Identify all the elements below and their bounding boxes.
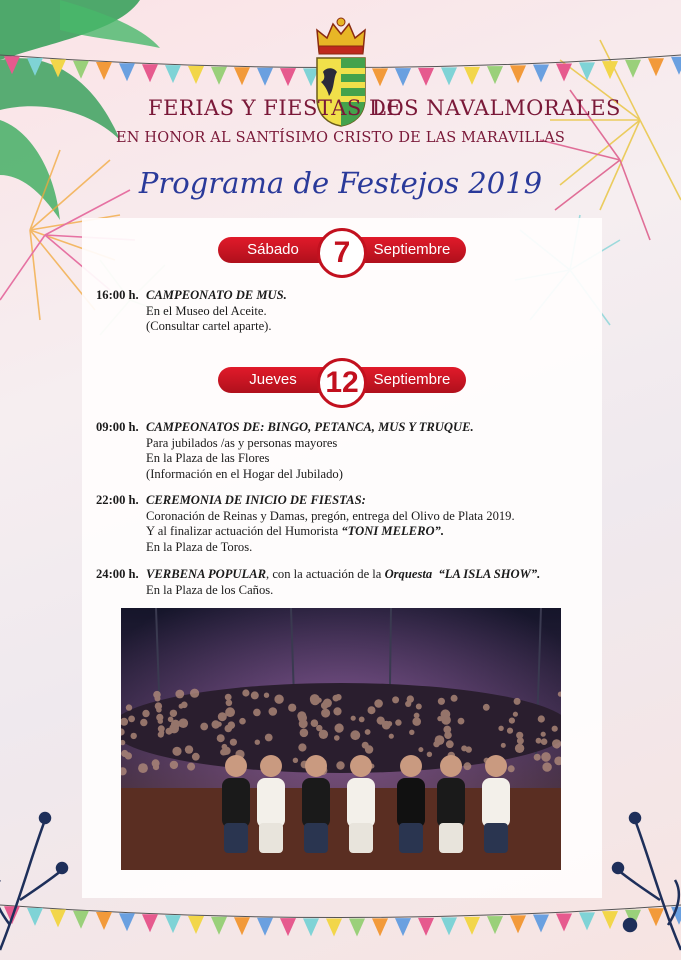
crowd-head xyxy=(168,717,174,723)
crowd-head xyxy=(300,729,309,738)
crowd-head xyxy=(217,722,222,727)
crowd-head xyxy=(142,710,149,717)
bunting-flag xyxy=(487,66,503,84)
crowd-head xyxy=(131,733,137,739)
event-item xyxy=(96,493,576,555)
event-title: CEREMONIA DE INICIO DE FIESTAS: xyxy=(146,493,366,507)
crowd-head xyxy=(264,693,269,698)
bunting-flag xyxy=(579,62,595,80)
bunting-flag xyxy=(418,68,434,86)
band-member xyxy=(302,778,330,828)
bunting-flag xyxy=(73,911,89,929)
crowd-head xyxy=(418,747,423,752)
crowd-head xyxy=(334,735,340,741)
crowd-head xyxy=(187,763,195,771)
band-member-head xyxy=(440,755,462,777)
event-title: CAMPEONATO DE MUS. xyxy=(146,288,287,302)
band-member-legs xyxy=(439,823,463,853)
crowd-head xyxy=(359,717,365,723)
crowd-head xyxy=(218,714,225,721)
crowd-head xyxy=(541,732,546,737)
crowd-head xyxy=(159,730,164,735)
crowd-head xyxy=(181,702,188,709)
crowd-head xyxy=(125,752,132,759)
band-member-head xyxy=(260,755,282,777)
event-line: (Consultar cartel aparte). xyxy=(146,319,272,333)
bunting-flag xyxy=(73,61,89,79)
weekday-label: Sábado xyxy=(218,237,328,263)
crowd-head xyxy=(140,719,147,726)
crowd-head xyxy=(509,718,515,724)
crowd-head xyxy=(153,764,159,770)
crowd-head xyxy=(311,719,319,727)
crowd-head xyxy=(333,695,340,702)
crowd-head xyxy=(515,744,524,753)
date-bar-thursday xyxy=(218,362,468,398)
crowd-head xyxy=(217,734,225,742)
crowd-head xyxy=(225,694,232,701)
bunting-flag xyxy=(602,911,618,929)
crowd-head xyxy=(458,718,465,725)
bunting-flag xyxy=(257,68,273,86)
program-title: Programa de Festejos 2019 xyxy=(138,166,543,200)
event-line: En la Plaza de Toros. xyxy=(146,539,253,554)
crowd-head xyxy=(200,723,208,731)
crowd-head xyxy=(179,718,189,728)
crowd-head xyxy=(138,763,148,773)
bunting-flag xyxy=(441,67,457,85)
crowd-head xyxy=(242,689,249,696)
crowd-head xyxy=(405,701,411,707)
crowd-head xyxy=(513,712,518,717)
bunting-flag xyxy=(648,908,664,926)
crowd-head xyxy=(299,719,308,728)
subtitle: EN HONOR AL SANTÍSIMO CRISTO DE LAS MARAVILLAS xyxy=(115,130,566,146)
date-bar-saturday xyxy=(218,232,468,268)
bunting-flag xyxy=(533,65,549,83)
band-member-legs xyxy=(399,823,423,853)
bunting-flag xyxy=(303,918,319,936)
artist-name: “TONI MELERO”. xyxy=(341,524,445,538)
crowd-head xyxy=(321,709,330,718)
crowd-head xyxy=(156,707,162,713)
crowd-head xyxy=(255,740,260,745)
event-time: 16:00 h. xyxy=(96,288,139,302)
event-line: (Información en el Hogar del Jubilado) xyxy=(146,466,343,481)
crowd-head xyxy=(368,706,376,714)
crowd-head xyxy=(350,730,360,740)
crowd-head xyxy=(230,739,237,746)
band-member-legs xyxy=(259,823,283,853)
crowd-head xyxy=(451,695,458,702)
crowd-head xyxy=(392,696,399,703)
bunting-flag xyxy=(326,918,342,936)
crowd-head xyxy=(427,752,432,757)
bunting-flag xyxy=(487,916,503,934)
crowd-head xyxy=(541,752,551,762)
event-line: Y al finalizar actuación del Humorista xyxy=(146,524,339,538)
crowd-head xyxy=(336,725,344,733)
crowd-head xyxy=(155,696,161,702)
month-label: Septiembre xyxy=(358,367,466,393)
crowd-head xyxy=(409,730,414,735)
bunting-flag xyxy=(188,66,204,84)
band-member xyxy=(397,778,425,828)
crowd-head xyxy=(517,737,524,744)
crowd-head xyxy=(508,765,515,772)
bunting-flag xyxy=(510,65,526,83)
bunting-flag xyxy=(280,68,296,86)
bunting-flag xyxy=(441,917,457,935)
crowd-head xyxy=(389,734,394,739)
crowd-head xyxy=(226,700,233,707)
title-left: FERIAS Y FIESTAS DE xyxy=(148,96,403,120)
crowd-head xyxy=(536,738,542,744)
bunting-flag xyxy=(165,65,181,83)
event-item xyxy=(96,288,576,338)
crowd-head xyxy=(172,747,181,756)
event-title: VERBENA POPULAR xyxy=(146,567,267,581)
crowd-head xyxy=(170,761,178,769)
crowd-head xyxy=(461,745,467,751)
crowd-head xyxy=(416,704,422,710)
bunting-flag xyxy=(234,917,250,935)
crowd-head xyxy=(351,716,356,721)
crowd-head xyxy=(190,689,199,698)
bunting-flag xyxy=(50,909,66,927)
bunting-flag xyxy=(188,916,204,934)
bunting-flag xyxy=(27,908,43,926)
crowd-head xyxy=(538,715,545,722)
bunting-flag xyxy=(280,918,296,936)
crowd-head xyxy=(251,691,259,699)
crowd-head xyxy=(464,762,472,770)
bunting-flag xyxy=(142,914,158,932)
crowd-head xyxy=(185,745,193,753)
bunting-flag xyxy=(211,917,227,935)
bunting-flag xyxy=(464,67,480,85)
crowd-head xyxy=(498,726,503,731)
event-time: 09:00 h. xyxy=(96,420,139,434)
band-member xyxy=(347,778,375,828)
bunting-flag xyxy=(671,57,681,75)
crowd-head xyxy=(446,740,454,748)
band-member-head xyxy=(225,755,247,777)
bunting-flag xyxy=(372,918,388,936)
band-member xyxy=(482,778,510,828)
crowd-head xyxy=(321,702,328,709)
bunting-flag xyxy=(395,918,411,936)
crowd-head xyxy=(377,717,385,725)
bunting-flag xyxy=(418,918,434,936)
crowd-head xyxy=(387,721,392,726)
weekday-label: Jueves xyxy=(218,367,328,393)
crowd-head xyxy=(441,715,451,725)
band-member xyxy=(222,778,250,828)
crowd-head xyxy=(552,726,558,732)
crowd-head xyxy=(239,718,246,725)
concert-photo xyxy=(121,608,561,870)
crowd-head xyxy=(269,707,278,716)
crowd-head xyxy=(541,738,548,745)
crowd-head xyxy=(225,707,235,717)
bunting-flag xyxy=(96,62,112,80)
band-member xyxy=(437,778,465,828)
bunting-flag xyxy=(119,63,135,81)
crowd-head xyxy=(365,729,371,735)
bunting-flag xyxy=(510,915,526,933)
band-member-legs xyxy=(304,823,328,853)
crowd-head xyxy=(293,758,298,763)
bunting-flag xyxy=(579,912,595,930)
crowd-head xyxy=(507,728,513,734)
band-member-legs xyxy=(224,823,248,853)
crowd-head xyxy=(126,704,132,710)
crowd-head xyxy=(444,731,452,739)
crowd-head xyxy=(274,695,283,704)
bunting-flag xyxy=(211,67,227,85)
crowd-head xyxy=(298,743,306,751)
bunting-flag xyxy=(625,60,641,78)
crowd-head xyxy=(175,690,184,699)
event-line: Coronación de Reinas y Damas, pregón, entrega del Olivo de Plata 2019. xyxy=(146,508,515,523)
band-member-head xyxy=(400,755,422,777)
crowd-head xyxy=(501,743,506,748)
crowd-head xyxy=(192,753,200,761)
event-item xyxy=(96,420,576,482)
crowd-head xyxy=(534,754,541,761)
crowd-head xyxy=(170,710,177,717)
bunting-flag xyxy=(556,913,572,931)
event-line: En la Plaza de las Flores xyxy=(146,451,270,465)
event-line: En la Plaza de los Caños. xyxy=(146,582,274,597)
bunting-flag xyxy=(648,58,664,76)
band-member-head xyxy=(350,755,372,777)
crowd-head xyxy=(288,704,296,712)
event-inline-text: , con la actuación de la xyxy=(266,567,382,581)
crowd-head xyxy=(438,698,445,705)
crowd-head xyxy=(265,734,273,742)
crowd-head xyxy=(310,694,320,704)
event-title: CAMPEONATOS DE: BINGO, PETANCA, MUS Y TRUQUE. xyxy=(146,420,474,434)
crowd-head xyxy=(412,717,421,726)
crowd-head xyxy=(374,699,383,708)
day-number: 7 xyxy=(317,228,367,278)
crowd-head xyxy=(435,735,445,745)
band-member-head xyxy=(485,755,507,777)
bunting-flag xyxy=(165,915,181,933)
crowd-head xyxy=(223,747,231,755)
orchestra-label: Orquesta xyxy=(384,567,433,581)
crown-icon xyxy=(317,18,365,54)
bunting-flag xyxy=(464,917,480,935)
bunting-flag xyxy=(372,68,388,86)
band-member-legs xyxy=(349,823,373,853)
crowd-head xyxy=(319,730,328,739)
bunting-flag xyxy=(142,64,158,82)
crowd-head xyxy=(253,709,261,717)
crowd-head xyxy=(395,719,401,725)
day-number: 12 xyxy=(317,358,367,408)
band-member-head xyxy=(305,755,327,777)
crowd-head xyxy=(158,719,163,724)
event-time: 22:00 h. xyxy=(96,493,139,507)
bunting-flag xyxy=(257,918,273,936)
event-item xyxy=(96,567,576,599)
band-member xyxy=(257,778,285,828)
crowd-head xyxy=(336,761,344,769)
crowd-head xyxy=(542,762,551,771)
bunting-flag xyxy=(556,63,572,81)
bunting-flag xyxy=(395,68,411,86)
crowd-head xyxy=(166,728,173,735)
event-time: 24:00 h. xyxy=(96,567,139,581)
band-member-legs xyxy=(484,823,508,853)
crowd-head xyxy=(228,721,236,729)
crowd-head xyxy=(333,707,341,715)
bunting-flag xyxy=(96,912,112,930)
event-line: Para jubilados /as y personas mayores xyxy=(146,435,338,450)
month-label: Septiembre xyxy=(358,237,466,263)
bunting-flag xyxy=(533,915,549,933)
crowd-head xyxy=(554,743,560,749)
band-name: “LA ISLA SHOW”. xyxy=(438,567,541,581)
crowd-head xyxy=(483,704,490,711)
crowd-head xyxy=(437,716,442,721)
event-line: En el Museo del Aceite. xyxy=(146,303,267,318)
bunting-flag xyxy=(119,913,135,931)
title-right: LOS NAVALMORALES xyxy=(372,96,621,120)
crowd-head xyxy=(514,698,521,705)
crowd-head xyxy=(365,745,373,753)
crowd-head xyxy=(128,716,135,723)
bunting-flag xyxy=(349,918,365,936)
bunting-flag xyxy=(234,67,250,85)
